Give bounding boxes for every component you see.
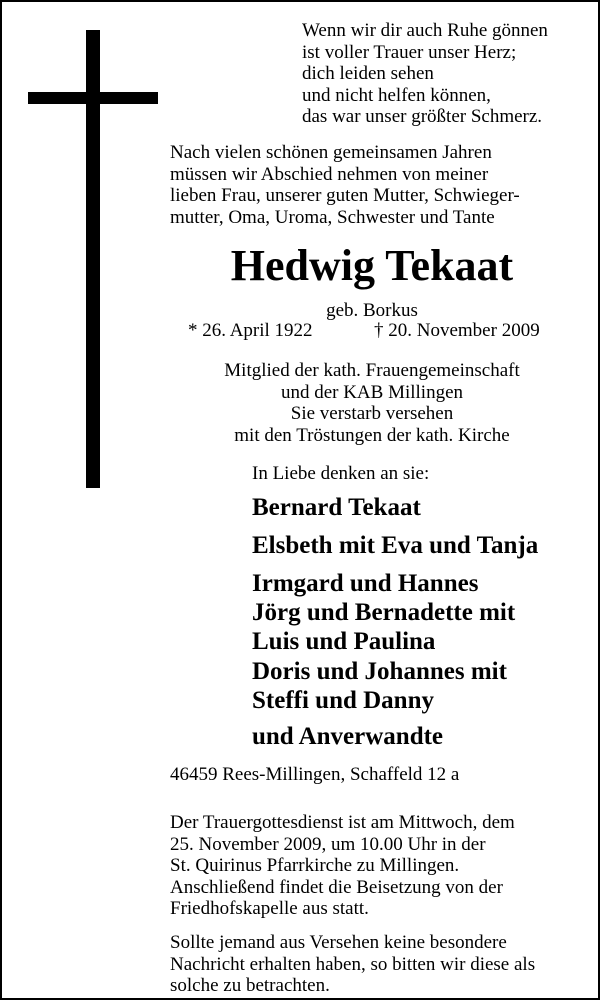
cross-horizontal-bar [28,92,158,104]
membership-paragraph [172,360,572,446]
mourner-line: Elsbeth mit Eva und Tanja [252,532,539,559]
poem-line: und nicht helfen können, [302,84,491,106]
mourner-line: Jörg und Bernadette mit [252,599,516,626]
service-line: 25. November 2009, um 10.00 Uhr in der [170,833,486,855]
service-line: Der Trauergottesdienst ist am Mittwoch, dem [170,812,515,833]
notice-line: Sollte jemand aus Versehen keine besondere [170,932,507,953]
mourner-group [252,722,443,751]
deceased-name: Hedwig Tekaat [230,241,514,290]
mourner-line: Bernard Tekaat [252,494,421,521]
mourner-line: Doris und Johannes mit [252,658,507,685]
mourner-line: Steffi und Danny [252,687,434,714]
service-line: Anschließend findet die Beisetzung von der [170,876,503,898]
funeral-service-paragraph [170,812,515,920]
birth-name: geb. Borkus [326,300,418,321]
family-address: 46459 Rees-Millingen, Schaffeld 12 a [170,764,460,785]
membership-line: Sie verstarb versehen [290,403,454,424]
notice-line: Nachricht erhalten haben, so bitten wir diese als [170,953,536,975]
service-line: St. Quirinus Pfarrkirche zu Millingen. [170,855,460,876]
mourner-line: Luis und Paulina [252,628,436,655]
membership-line: mit den Tröstungen der kath. Kirche [234,424,510,446]
intro-paragraph [170,142,520,228]
death-date: † 20. November 2009 [374,320,540,341]
mourner-group [252,569,515,656]
poem-line: dich leiden sehen [302,63,434,84]
poem-line: das war unser größter Schmerz. [302,106,543,127]
notice-line: solche zu betrachten. [170,975,330,996]
birth-date: * 26. April 1922 [188,320,313,341]
poem-line: ist voller Trauer unser Herz; [302,41,517,63]
service-line: Friedhofskapelle aus statt. [170,898,369,919]
membership-line: Mitglied der kath. Frauengemeinschaft [224,360,520,381]
poem-line: Wenn wir dir auch Ruhe gönnen [302,20,548,41]
mourner-line: Irmgard und Hannes [252,570,479,597]
membership-line: und der KAB Millingen [280,381,464,403]
mourner-group [252,657,507,715]
memorial-poem [302,20,548,128]
intro-line: lieben Frau, unserer guten Mutter, Schwieger- [170,185,520,206]
notice-paragraph [170,932,535,997]
mourner-line: und Anverwandte [252,723,444,750]
intro-line: Nach vielen schönen gemeinsamen Jahren [170,142,492,163]
mourner-group [252,531,538,560]
mourners-heading: In Liebe denken an sie: [252,463,430,484]
intro-line: müssen wir Abschied nehmen von meiner [170,163,489,185]
mourner-group [252,493,421,522]
intro-line: mutter, Oma, Uroma, Schwester und Tante [170,206,495,228]
